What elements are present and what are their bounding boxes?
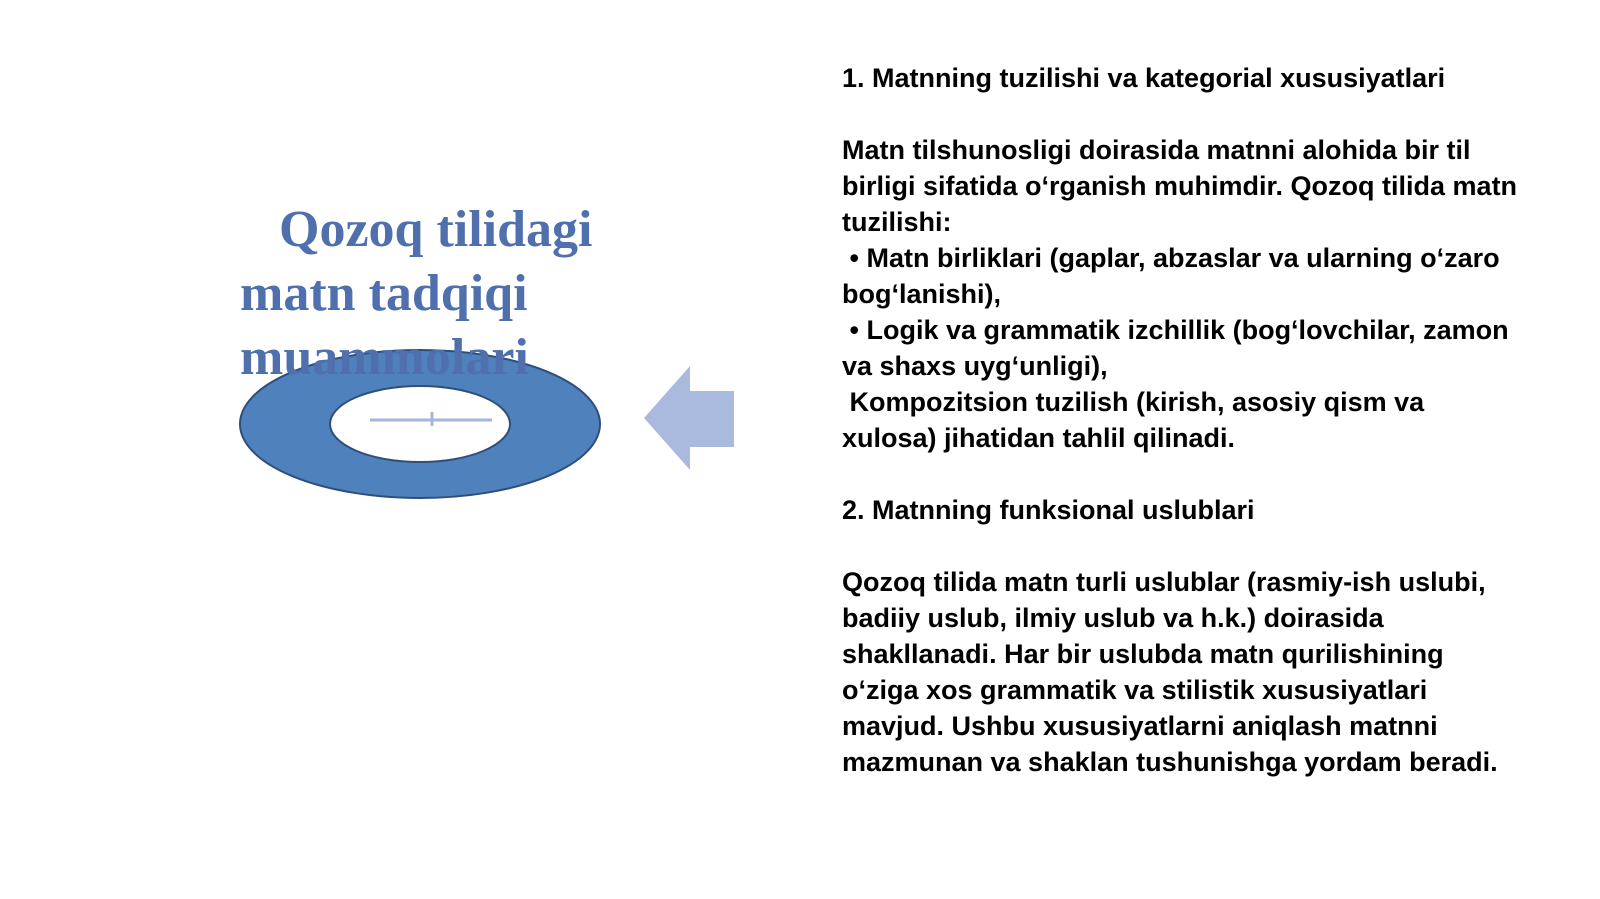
bullet-coherence: • Logik va grammatik izchillik (bog‘lovchilar, zamon va shaxs uyg‘unligi),: [842, 315, 1517, 381]
bullet-units: • Matn birliklari (gaplar, abzaslar va ularning o‘zaro bog‘lanishi),: [842, 243, 1508, 309]
heading-styles: 2. Matnning funksional uslublari: [842, 495, 1255, 525]
slide-body: [842, 60, 1525, 780]
left-arrow-icon: [644, 366, 734, 470]
paragraph-styles: Qozoq tilida matn turli uslublar (rasmiy-ish uslubi, badiiy uslub, ilmiy uslub va h.k.) doirasida shakllanadi. Har bir uslubda matn qurilishining o‘ziga xos grammatik va stilistik xususiyatlari mavjud. Ushbu xususiyatlarni aniqlash matnni mazmunan va shaklan tushunishga yordam beradi.: [842, 567, 1498, 777]
heading-structure: 1. Matnning tuzilishi va kategorial xususiyatlari: [842, 63, 1446, 93]
spacer: [842, 96, 1522, 132]
paragraph-structure: Matn tilshunosligi doirasida matnni alohida bir til birligi sifatida o‘rganish muhimdir. Qozoq tilida matn tuzilishi:: [842, 135, 1525, 237]
spacer: [842, 456, 1522, 492]
bullet-composition: Kompozitsion tuzilish (kirish, asosiy qism va xulosa) jihatidan tahlil qilinadi.: [842, 387, 1432, 453]
spacer: [842, 528, 1522, 564]
slide-title: Qozoq tilidagi matn tadqiqi muammolari: [240, 201, 606, 386]
donut-inner-line: [370, 412, 492, 426]
